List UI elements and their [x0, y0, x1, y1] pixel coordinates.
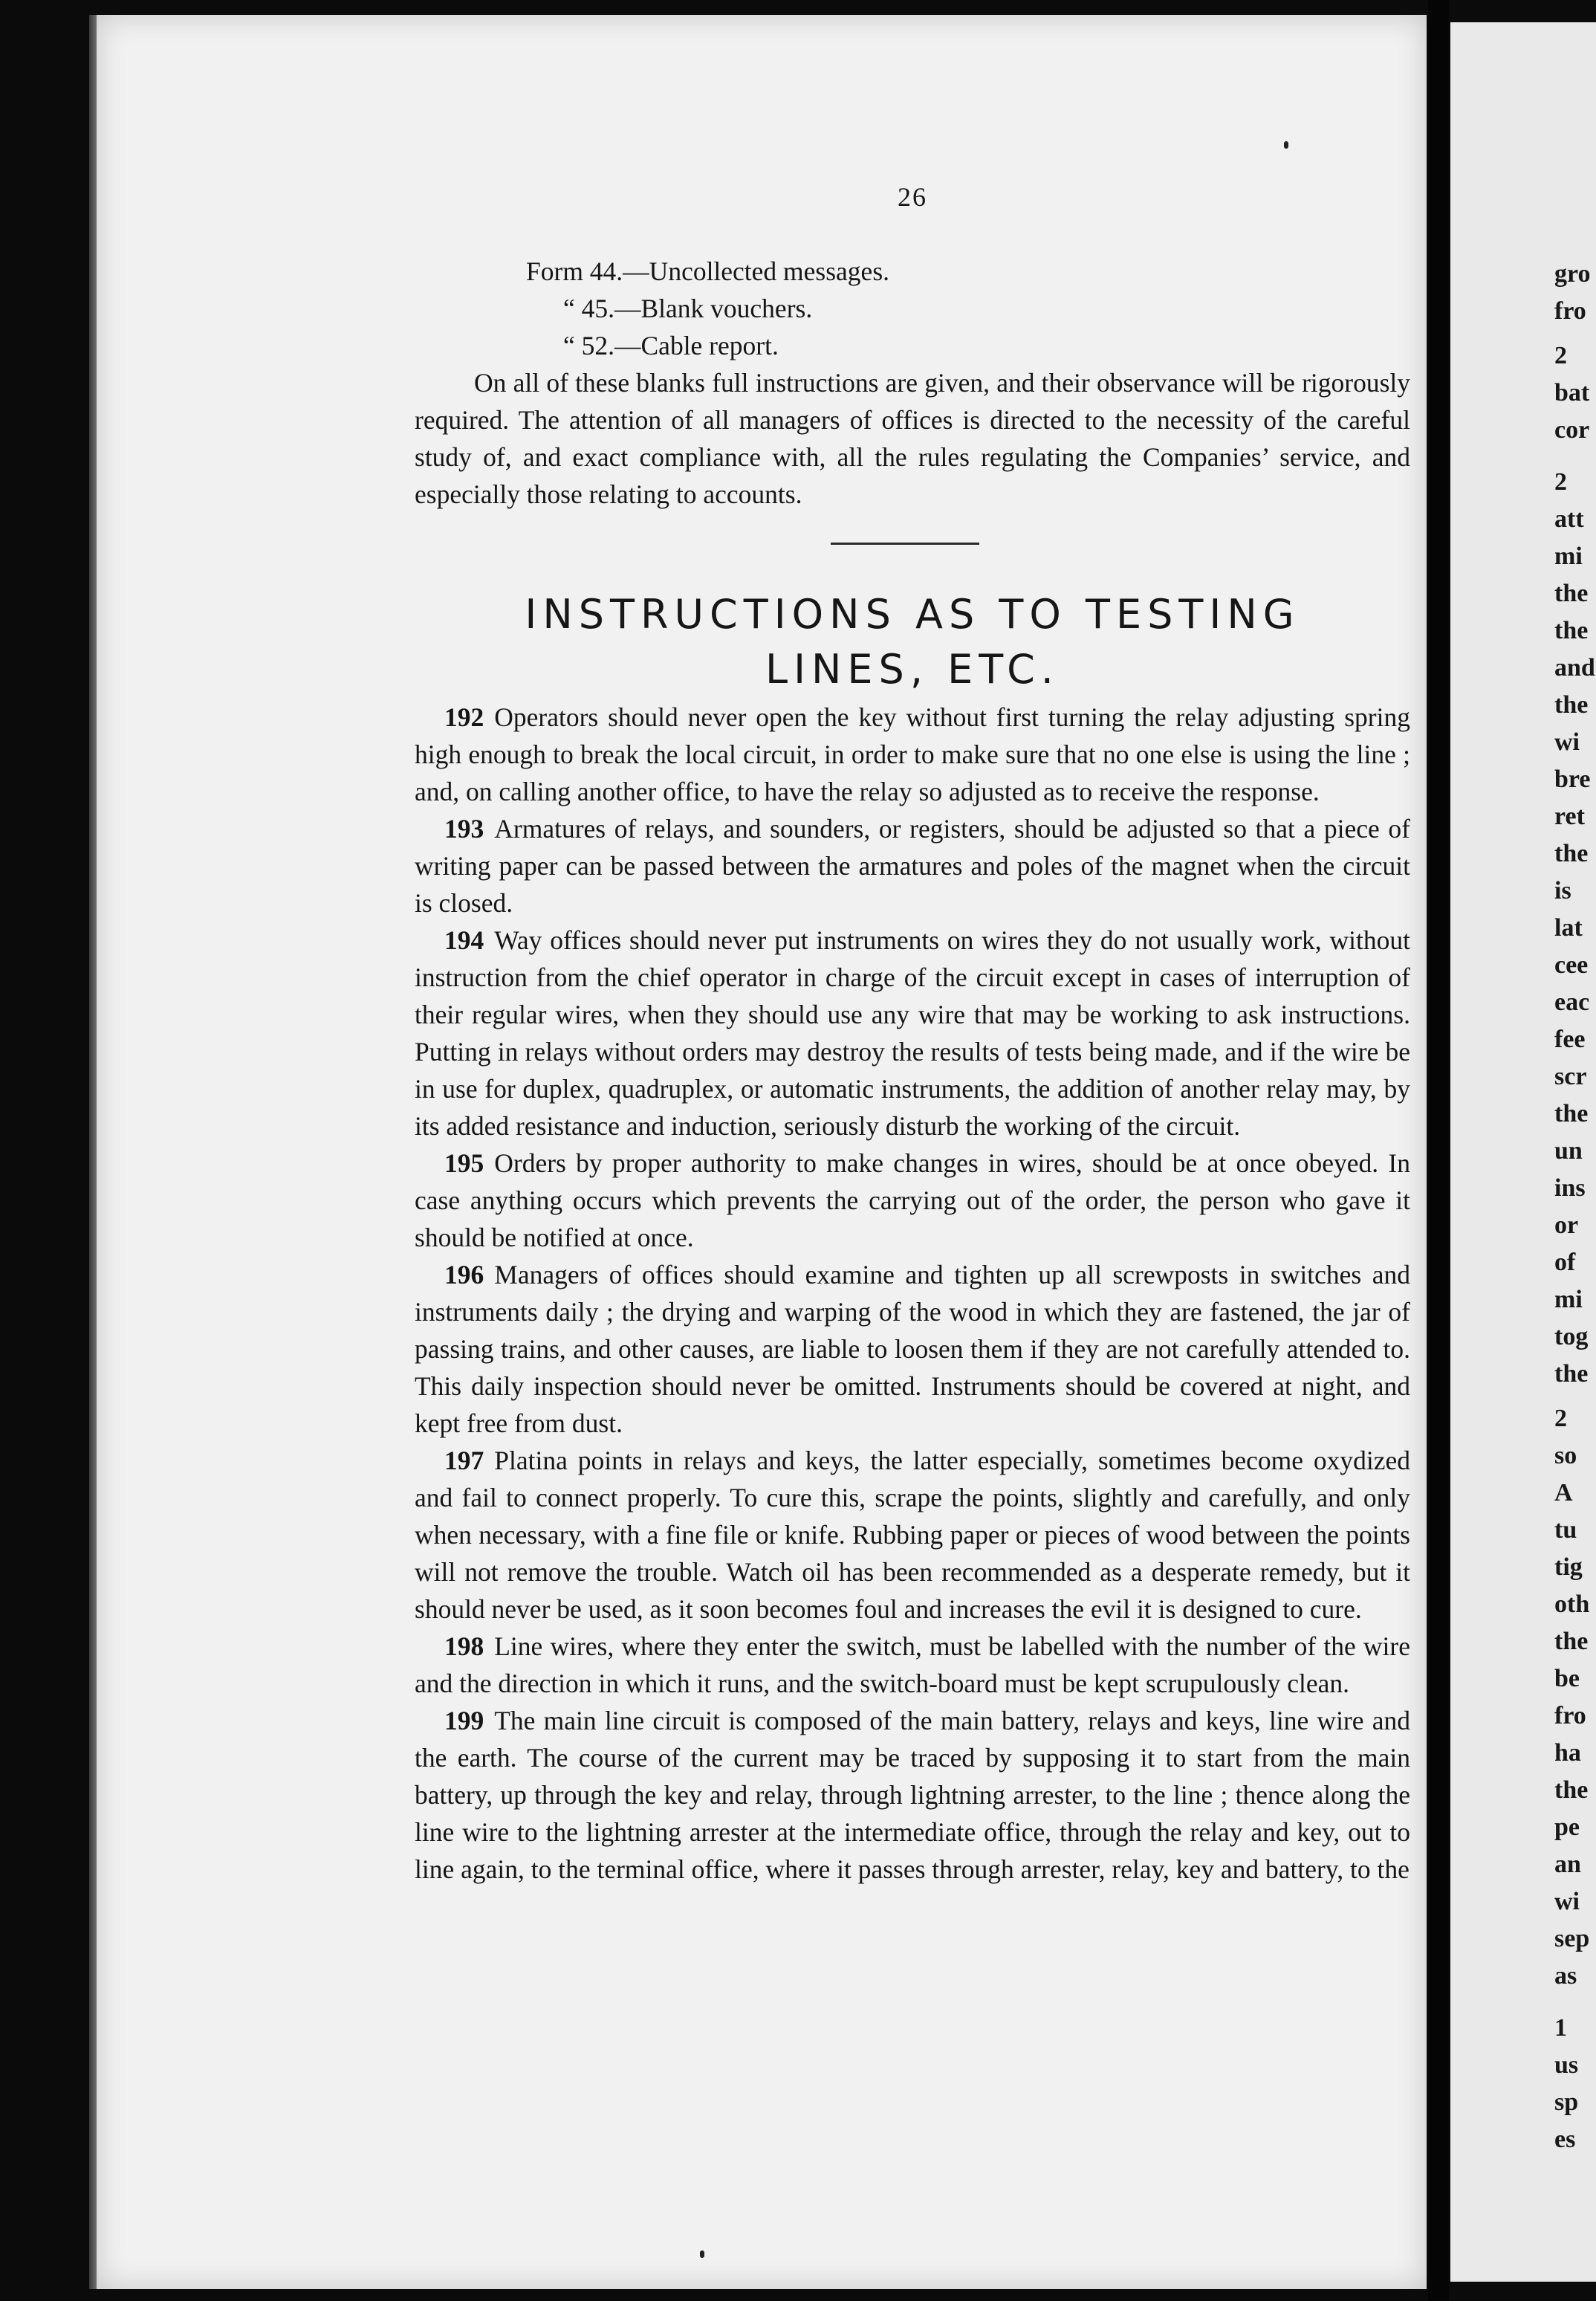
- adjacent-page-word: es: [1554, 2126, 1576, 2153]
- adjacent-page-word: as: [1554, 1962, 1577, 1990]
- adjacent-page-word: the: [1554, 1776, 1589, 1804]
- adjacent-page-word: be: [1554, 1665, 1580, 1692]
- rule-text: Platina points in relays and keys, the latter especially, sometimes become oxydized and fail to connect properly. To cure this, scrape the points, slightly and carefully, and only when necessary, with a fine file or knife. Rubbing paper or pieces of wood between the points will not remove the trouble. Watch oil has been recommended as a desperate remedy, but it should never be used, as it soon becomes foul and increases the evil it is designed to cure.: [415, 1446, 1410, 1624]
- adjacent-page-word: bat: [1554, 379, 1590, 407]
- rule-paragraph: [415, 1628, 1410, 1702]
- adjacent-page-word: fee: [1554, 1026, 1586, 1053]
- rule-number: 195: [444, 1148, 484, 1178]
- rule-paragraph: [415, 810, 1410, 922]
- rule-number: 192: [444, 702, 484, 732]
- adjacent-page-word: 2: [1554, 342, 1567, 369]
- adjacent-page-word: and: [1554, 654, 1595, 682]
- adjacent-page-word: sp: [1554, 2088, 1579, 2116]
- rule-text: Way offices should never put instruments on wires they do not usually work, without instruction from the chief operator in charge of the circuit except in cases of interruption of their regular wires, when they should use any wire that may be working to ask instructions. Putting in relays without orders may destroy the results of tests being made, and if the wire be in use for duplex, quadruplex, or automatic instruments, the addition of another relay may, by its added resistance and induction, seriously disturb the working of the circuit.: [415, 925, 1410, 1141]
- book-page: [97, 15, 1427, 2289]
- form-line: Form 44.—Uncollected messages.: [526, 256, 890, 286]
- adjacent-page-word: the: [1554, 691, 1589, 719]
- adjacent-page-word: 2: [1554, 468, 1567, 496]
- rule-paragraph: [415, 699, 1410, 810]
- adjacent-page-word: tu: [1554, 1516, 1577, 1544]
- rule-paragraph: [415, 1442, 1410, 1628]
- adjacent-page-word: fro: [1554, 297, 1586, 325]
- rule-number: 194: [444, 925, 484, 955]
- adjacent-page-word: cor: [1554, 416, 1590, 444]
- adjacent-page-word: A: [1554, 1479, 1573, 1507]
- form-line: “ 52.—Cable report.: [563, 331, 779, 360]
- adjacent-page-word: mi: [1554, 543, 1583, 570]
- adjacent-page-fragment: [1450, 22, 1596, 2282]
- adjacent-page-word: us: [1554, 2051, 1579, 2079]
- adjacent-page-word: the: [1554, 580, 1589, 607]
- form-line: “ 45.—Blank vouchers.: [563, 294, 813, 323]
- section-divider: [831, 543, 979, 545]
- heading-line-2: LINES, ETC.: [765, 646, 1060, 693]
- rule-paragraph: [415, 1256, 1410, 1442]
- rule-text: Orders by proper authority to make changes in wires, should be at once obeyed. In case anything occurs which prevents the carrying out of the order, the person who gave it should be notified at once.: [415, 1148, 1410, 1252]
- rule-number: 197: [444, 1446, 484, 1475]
- adjacent-page-word: scr: [1554, 1063, 1587, 1090]
- adjacent-page-word: the: [1554, 1360, 1589, 1388]
- rule-paragraph: [415, 922, 1410, 1145]
- rules-list: [415, 699, 1410, 1888]
- adjacent-page-word: fro: [1554, 1702, 1586, 1729]
- adjacent-page-word: oth: [1554, 1590, 1590, 1618]
- adjacent-page-word: tog: [1554, 1323, 1589, 1350]
- adjacent-page-word: wi: [1554, 728, 1580, 756]
- ink-speck: [1284, 141, 1288, 149]
- adjacent-page-word: the: [1554, 617, 1589, 644]
- rule-text: Managers of offices should examine and tighten up all screwposts in switches and instruments daily ; the drying and warping of the wood in which they are fastened, the jar of passing trains, and other causes, are liable to loosen them if they are not carefully attended to. This daily inspection should never be omitted. Instruments should be covered at night, and kept free from dust.: [415, 1260, 1410, 1438]
- adjacent-page-word: is: [1554, 877, 1571, 904]
- adjacent-page-word: mi: [1554, 1286, 1583, 1313]
- adjacent-page-word: eac: [1554, 988, 1590, 1016]
- adjacent-page-word: bre: [1554, 766, 1591, 793]
- rule-paragraph: [415, 1145, 1410, 1256]
- adjacent-page-word: so: [1554, 1442, 1577, 1469]
- adjacent-page-word: of: [1554, 1249, 1576, 1276]
- adjacent-page-word: ha: [1554, 1739, 1581, 1767]
- rule-text: The main line circuit is composed of the main battery, relays and keys, line wire and the earth. The course of the current may be traced by supposing it to start from the main battery, up through the key and relay, through lightning arrester, to the line ; thence along the line wire to the lightning arrester at the intermediate office, through the relay and key, out to line again, to the terminal office, where it passes through arrester, relay, key and battery, to the: [415, 1706, 1410, 1884]
- section-heading: [415, 587, 1410, 697]
- rule-paragraph: [415, 1702, 1410, 1888]
- adjacent-page-word: or: [1554, 1211, 1579, 1239]
- page-number: 26: [898, 182, 927, 212]
- rule-number: 199: [444, 1706, 484, 1735]
- rule-text: Operators should never open the key without first turning the relay adjusting spring high enough to break the local circuit, in order to make sure that no one else is using the line ; and, on calling another office, to have the relay so adjusted as to receive the response.: [415, 702, 1410, 806]
- rule-number: 193: [444, 814, 484, 844]
- adjacent-page-word: ret: [1554, 803, 1585, 830]
- rule-number: 196: [444, 1260, 484, 1289]
- adjacent-page-word: an: [1554, 1851, 1581, 1878]
- adjacent-page-word: un: [1554, 1137, 1583, 1165]
- book-gutter: [1428, 0, 1449, 2301]
- adjacent-page-word: pe: [1554, 1813, 1580, 1841]
- adjacent-page-word: the: [1554, 1100, 1589, 1127]
- adjacent-page-word: the: [1554, 1628, 1589, 1655]
- ink-speck: [700, 2250, 704, 2258]
- intro-paragraph: On all of these blanks full instructions are given, and their observance will be rigorously required. The attention of all managers of offices is directed to the necessity of the careful study of, and exact compliance with, all the rules regulating the Companies’ service, and especially those relating to accounts.: [415, 368, 1410, 509]
- rule-number: 198: [444, 1631, 484, 1661]
- rule-text: Armatures of relays, and sounders, or registers, should be adjusted so that a piece of writing paper can be passed between the armatures and poles of the magnet when the circuit is closed.: [415, 814, 1410, 918]
- adjacent-page-word: gro: [1554, 260, 1591, 288]
- adjacent-page-word: wi: [1554, 1888, 1580, 1915]
- adjacent-page-word: cee: [1554, 951, 1589, 979]
- adjacent-page-word: the: [1554, 840, 1589, 867]
- adjacent-page-word: 2: [1554, 1405, 1567, 1432]
- adjacent-page-word: ins: [1554, 1174, 1586, 1202]
- adjacent-page-word: lat: [1554, 914, 1583, 942]
- forms-list: [526, 253, 889, 364]
- adjacent-page-word: sep: [1554, 1925, 1590, 1952]
- adjacent-page-word: tig: [1554, 1553, 1583, 1581]
- adjacent-page-word: att: [1554, 505, 1584, 533]
- heading-line-1: INSTRUCTIONS AS TO TESTING: [525, 591, 1300, 638]
- rule-text: Line wires, where they enter the switch, must be labelled with the number of the wire and the direction in which it runs, and the switch-board must be kept scrupulously clean.: [415, 1631, 1410, 1698]
- adjacent-page-word: 1: [1554, 2014, 1567, 2042]
